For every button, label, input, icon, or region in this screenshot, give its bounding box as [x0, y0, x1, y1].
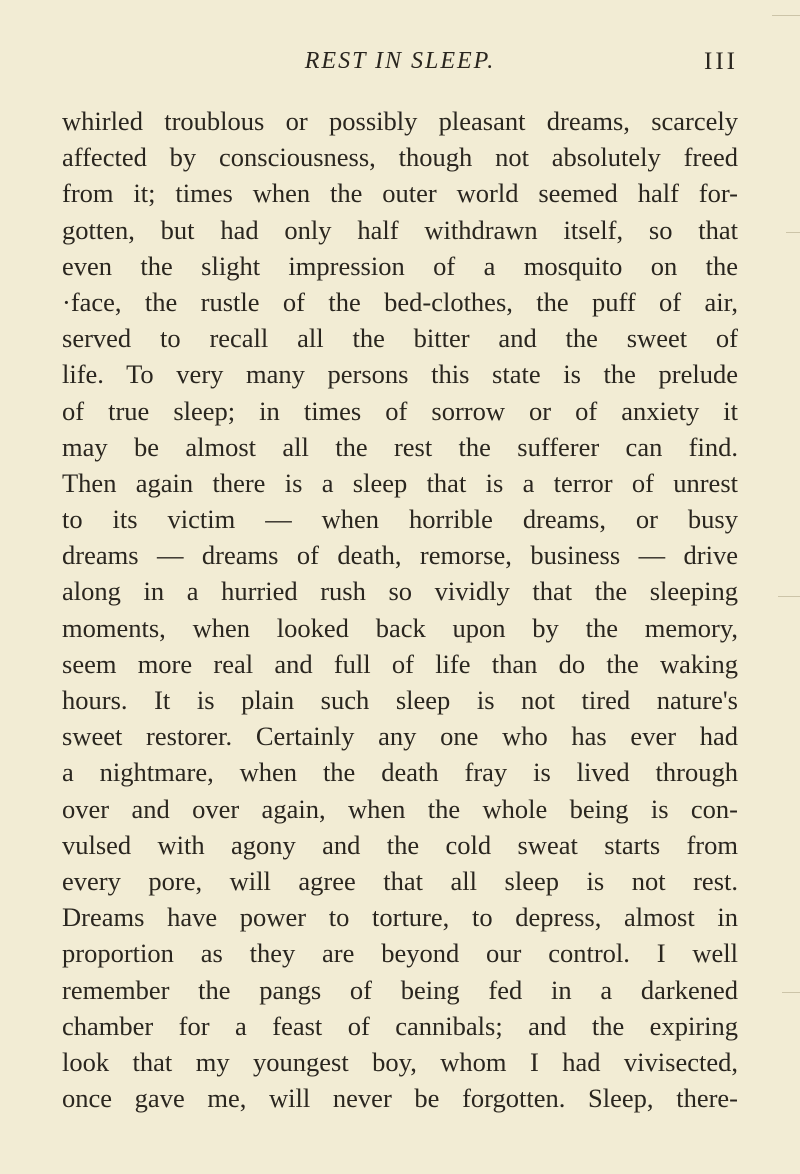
text-line: life. To very many persons this state is the prelude: [62, 359, 738, 390]
text-line: moments, when looked back upon by the memory,: [62, 612, 738, 643]
text-line: proportion as they are beyond our control. I well: [62, 938, 738, 969]
text-line: every pore, will agree that all sleep is not rest.: [62, 865, 738, 896]
text-line: to its victim — when horrible dreams, or busy: [62, 504, 738, 535]
text-line: of true sleep; in times of sorrow or of anxiety it: [62, 395, 738, 426]
text-line: from it; times when the outer world seemed half for-: [62, 178, 738, 209]
text-line: seem more real and full of life than do the waking: [62, 648, 738, 679]
text-line: remember the pangs of being fed in a darkened: [62, 974, 738, 1005]
running-head: [62, 40, 738, 80]
running-title: REST IN SLEEP.: [304, 48, 496, 74]
text-line: hours. It is plain such sleep is not tired nature's: [62, 685, 738, 715]
edge-mark: [772, 15, 800, 16]
text-line: served to recall all the bitter and the sweet of: [62, 323, 738, 354]
text-line: look that my youngest boy, whom I had vivisected,: [62, 1046, 738, 1077]
text-line: dreams — dreams of death, remorse, business — drive: [62, 540, 738, 571]
text-line: along in a hurried rush so vividly that the sleeping: [62, 576, 738, 607]
edge-mark: [782, 992, 800, 993]
text-line: a nightmare, when the death fray is lived through: [62, 757, 738, 788]
text-line: chamber for a feast of cannibals; and the expiring: [62, 1010, 738, 1041]
text-line: gotten, but had only half withdrawn itself, so that: [62, 214, 738, 245]
body-text: [62, 103, 738, 1116]
edge-mark: [786, 232, 800, 233]
text-line: even the slight impression of a mosquito on the: [62, 250, 738, 281]
text-line: Dreams have power to torture, to depress, almost in: [62, 902, 738, 933]
page-edge-shadow: [760, 0, 800, 1174]
page-number: III: [704, 48, 738, 75]
text-line: ·face, the rustle of the bed-clothes, the puff of air,: [62, 286, 738, 317]
text-line: may be almost all the rest the sufferer can find.: [62, 431, 738, 462]
text-line: vulsed with agony and the cold sweat starts from: [62, 829, 738, 860]
text-line: whirled troublous or possibly pleasant dreams, scarcely: [62, 106, 738, 136]
text-line: sweet restorer. Certainly any one who has ever had: [62, 721, 738, 752]
text-line: over and over again, when the whole being is con-: [62, 793, 738, 824]
edge-mark: [778, 596, 800, 597]
text-line: Then again there is a sleep that is a terror of unrest: [62, 467, 738, 498]
text-line: once gave me, will never be forgotten. Sleep, there-: [62, 1083, 738, 1114]
text-line: affected by consciousness, though not absolutely freed: [62, 142, 738, 173]
